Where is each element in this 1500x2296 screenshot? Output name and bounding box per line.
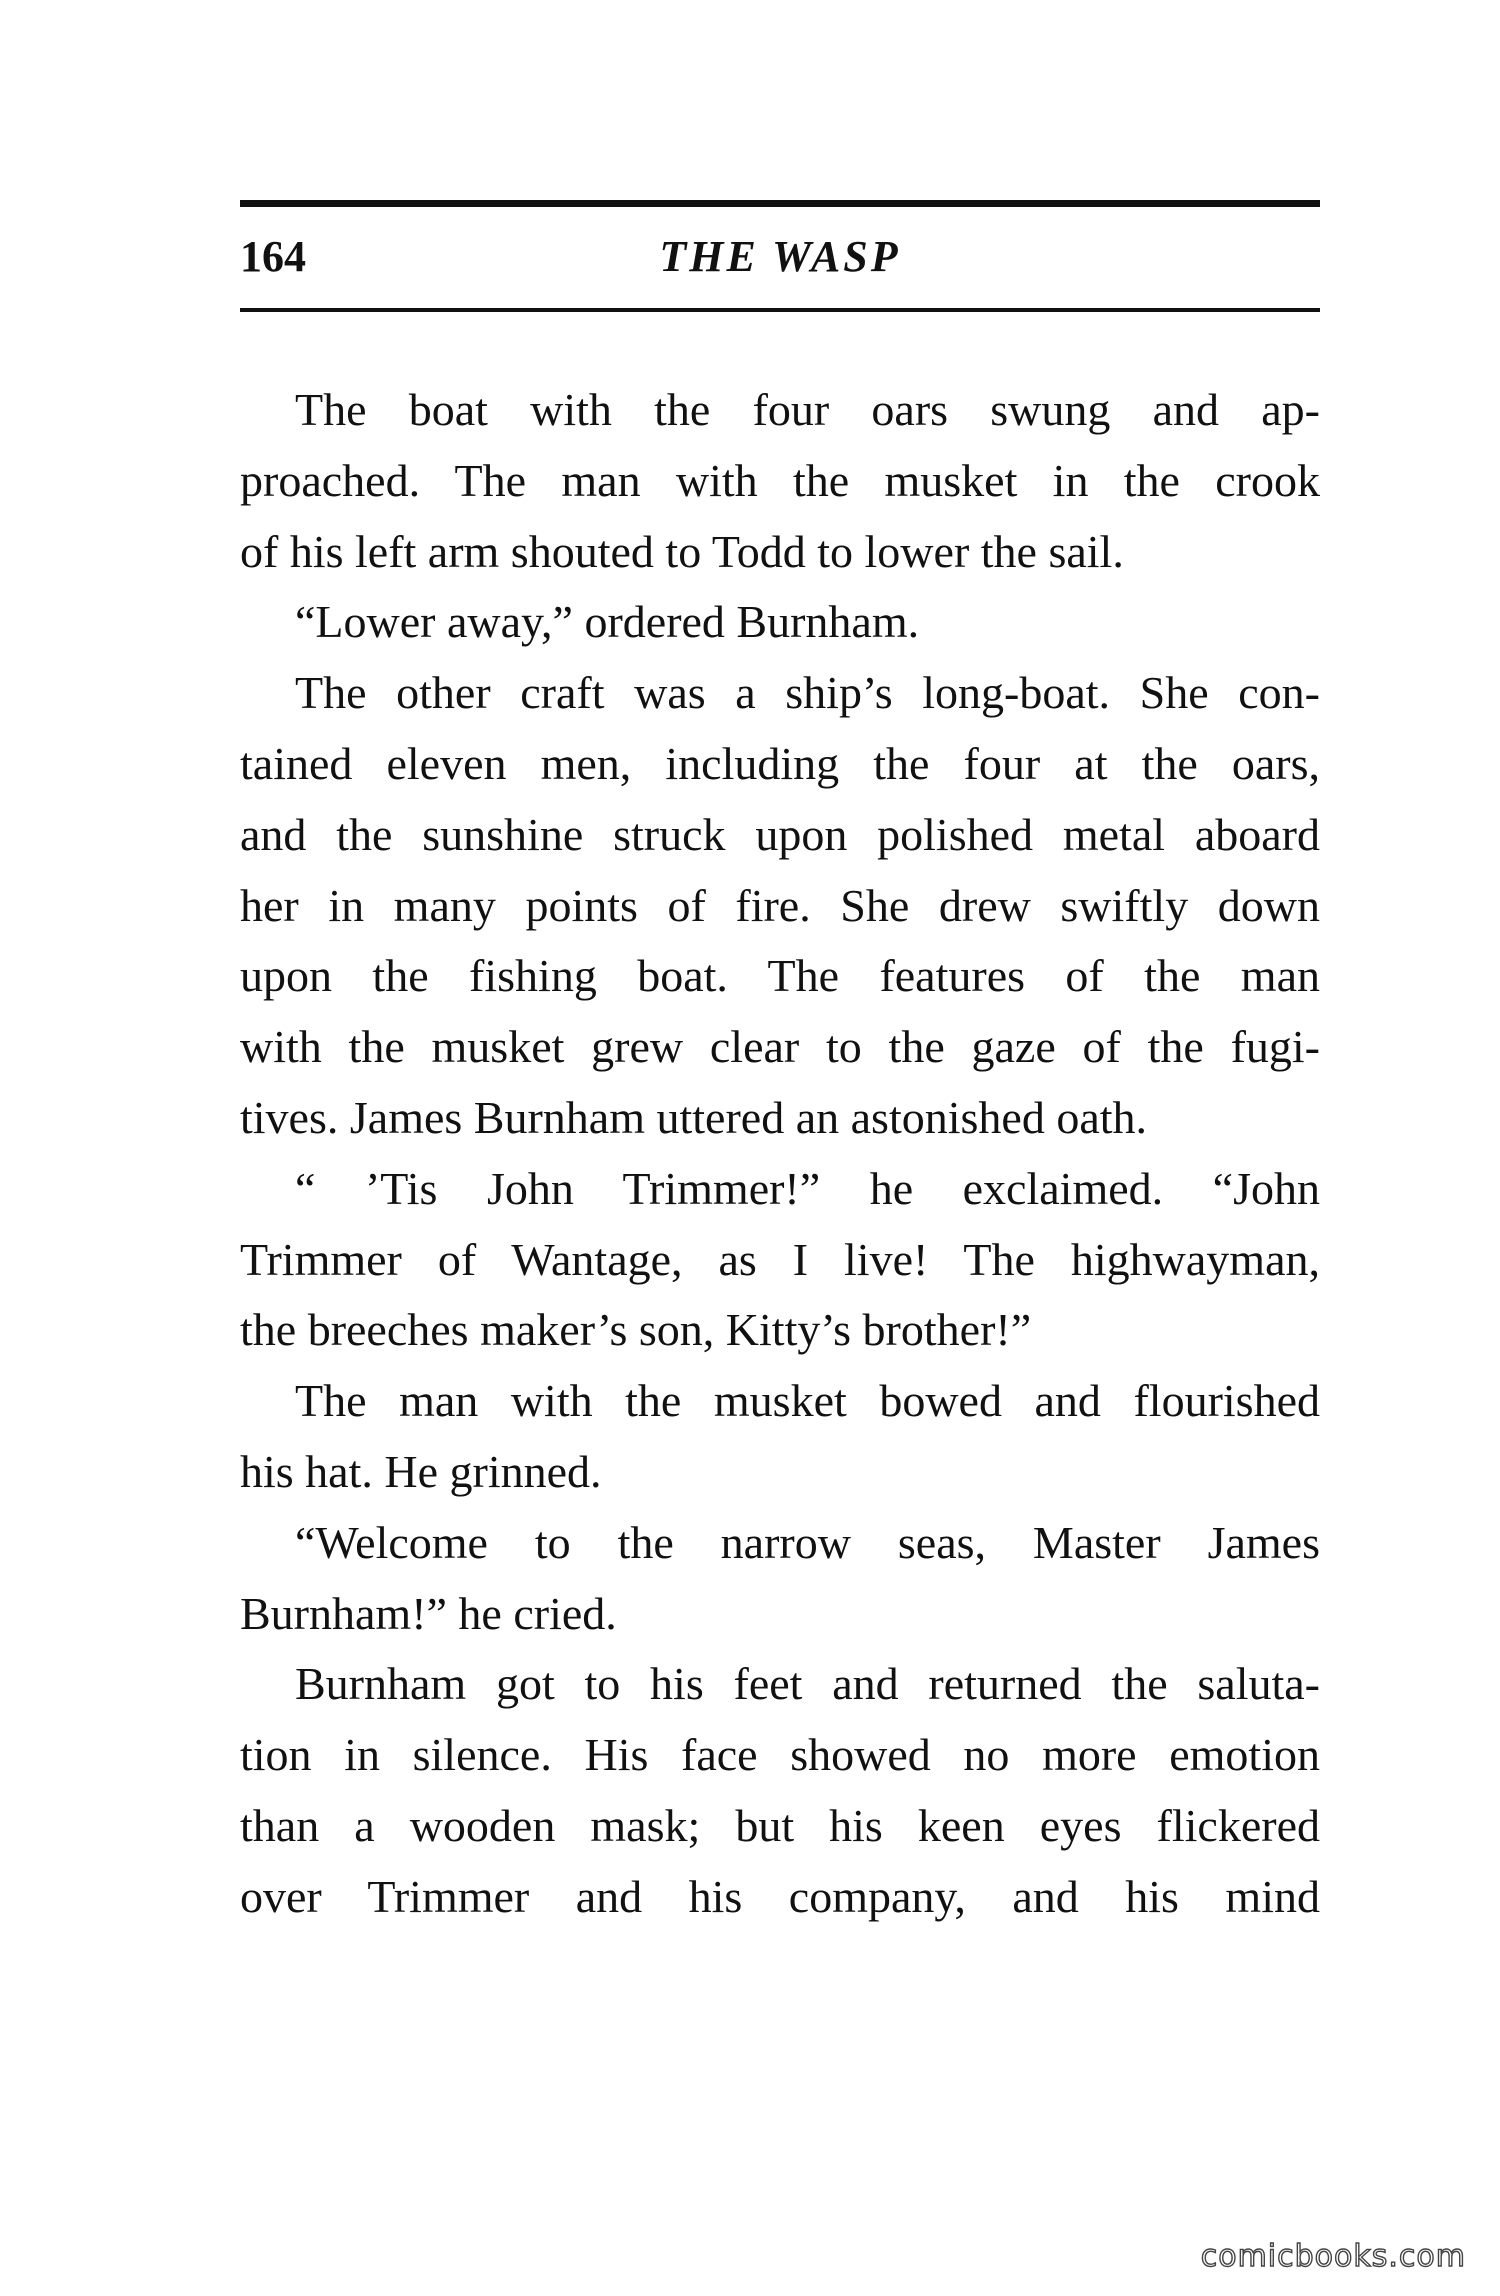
watermark: comicbooks.com — [1200, 2239, 1466, 2274]
text-line: than a wooden mask; but his keen eyes flickered — [240, 1799, 1320, 1851]
page-number: 164 — [240, 232, 306, 281]
text-line: of his left arm shouted to Todd to lower the sail. — [240, 525, 1124, 577]
header-rule-top — [240, 200, 1320, 207]
text-line: The other craft was a ship’s long-boat. She con- — [295, 667, 1320, 719]
text-line: tives. James Burnham uttered an astonished oath. — [240, 1091, 1148, 1143]
text-line: tion in silence. His face showed no more emotion — [240, 1729, 1320, 1781]
text-line: “Lower away,” ordered Burnham. — [295, 596, 920, 648]
text-line: the breeches maker’s son, Kitty’s brother!” — [240, 1304, 1032, 1356]
text-line: his hat. He grinned. — [240, 1445, 602, 1497]
text-line: upon the fishing boat. The features of the man — [240, 950, 1320, 1002]
text-line: over Trimmer and his company, and his mind — [240, 1870, 1320, 1922]
text-line: Trimmer of Wantage, as I live! The highwayman, — [240, 1233, 1320, 1285]
text-line: proached. The man with the musket in the crook — [240, 454, 1320, 506]
running-head — [240, 222, 1320, 292]
text-line: “Welcome to the narrow seas, Master James — [295, 1516, 1320, 1568]
text-line: The boat with the four oars swung and ap- — [295, 384, 1320, 435]
header-rule-bottom — [240, 308, 1320, 312]
text-line: with the musket grew clear to the gaze of the fugi- — [240, 1021, 1320, 1073]
text-line: The man with the musket bowed and flourished — [295, 1375, 1320, 1427]
text-line: tained eleven men, including the four at the oars, — [240, 737, 1320, 789]
text-line: Burnham!” he cried. — [240, 1587, 617, 1639]
text-line: her in many points of fire. She drew swiftly down — [240, 879, 1320, 931]
text-line: and the sunshine struck upon polished metal aboard — [240, 808, 1320, 860]
running-title: THE WASP — [659, 232, 901, 281]
text-line: Burnham got to his feet and returned the saluta- — [295, 1658, 1320, 1710]
text-line: “ ’Tis John Trimmer!” he exclaimed. “John — [295, 1162, 1320, 1214]
body-text — [240, 375, 1320, 1933]
